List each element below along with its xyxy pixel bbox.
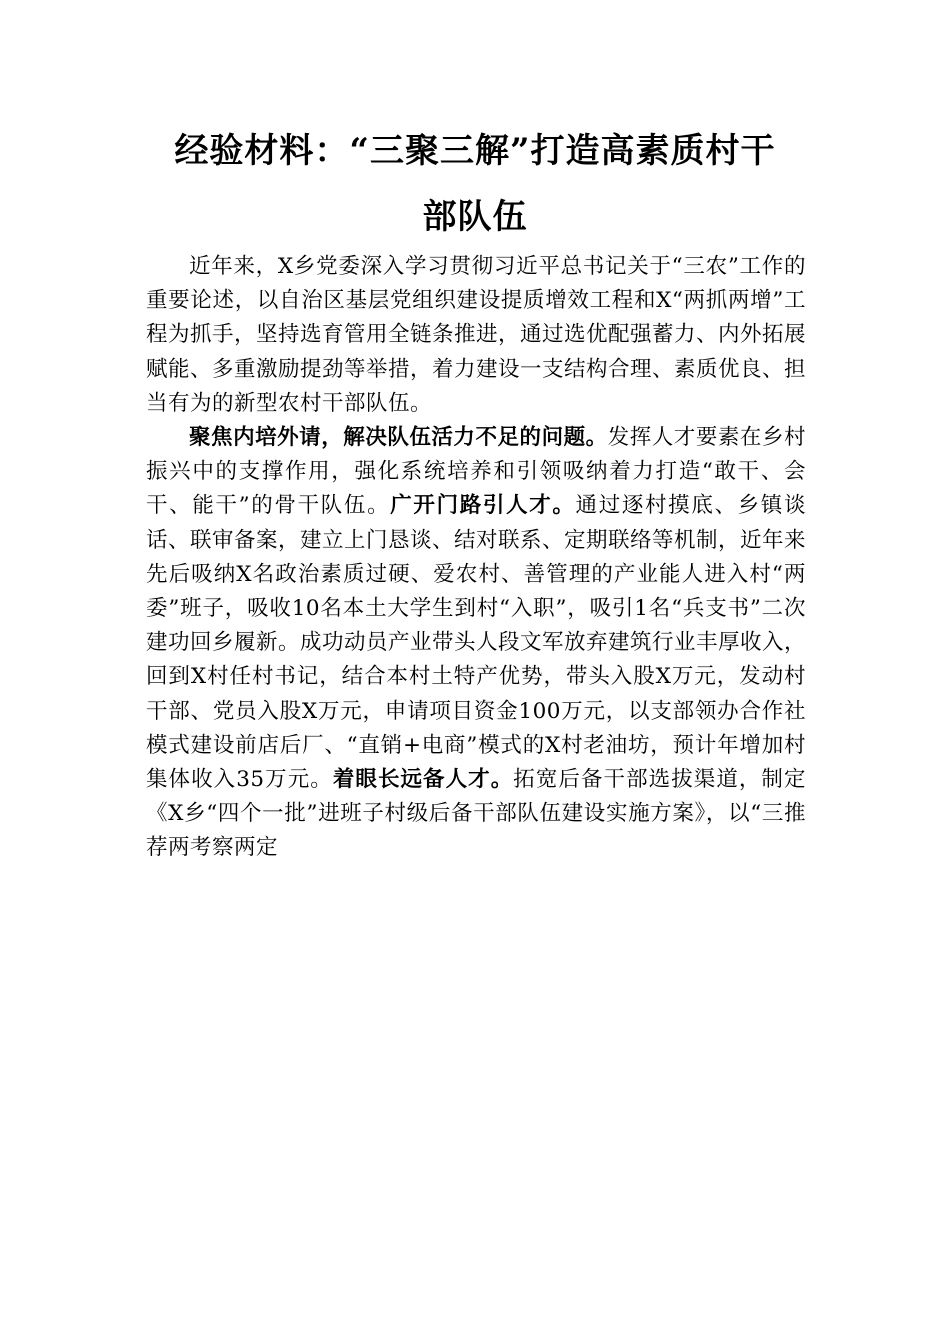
- title-line-2: 部队伍: [422, 197, 528, 237]
- subheading-talent-channels: 广开门路引人才。: [390, 493, 576, 519]
- section-heading: 聚焦内培外请，解决队伍活力不足的问题。: [189, 425, 608, 451]
- subheading-reserve-talent: 着眼长远备人才。: [332, 767, 514, 793]
- paragraph-section-1: [146, 421, 806, 866]
- paragraph-intro: 近年来，X乡党委深入学习贯彻习近平总书记关于“三农”工作的重要论述，以自治区基层党组织建设提质增效工程和X“两抓两增”工程为抓手，坚持选育管用全链条推进，通过选优配强蓄力、内外拓展赋能、多重激励提劲等举措，着力建设一支结构合理、素质优良、担当有为的新型农村干部队伍。: [146, 254, 807, 416]
- title-line-1: 经验材料：“三聚三解”打造高素质村干: [174, 131, 776, 171]
- subheading-reserve-talent-text: 拓宽后备干部选拔渠道，制定《X乡“四个一批”进班子村级后备干部队伍建设实施方案》，以“三推荐两考察两定: [146, 767, 806, 861]
- section-text: 发挥人才要素在乡村振兴中的支撑作用，强化系统培养和引领吸纳着力打造“敢干、会干、能干”的骨干队伍。: [146, 425, 806, 519]
- document-title: [130, 118, 820, 250]
- document-body: [146, 250, 806, 866]
- subheading-talent-channels-text: 通过逐村摸底、乡镇谈话、联审备案，建立上门恳谈、结对联系、定期联络等机制，近年来先后吸纳X名政治素质过硬、爱农村、善管理的产业能人进入村“两委”班子，吸收10名本土大学生到村“入职”，吸引1名“兵支书”二次建功回乡履新。成功动员产业带头人段文军放弃建筑行业丰厚收入，回到X村任村书记，结合本村土特产优势，带头入股X万元，发动村干部、党员入股X万元，申请项目资金100万元，以支部领办合作社模式建设前店后厂、“直销+电商”模式的X村老油坊，预计年增加村集体收入35万元。: [146, 493, 807, 793]
